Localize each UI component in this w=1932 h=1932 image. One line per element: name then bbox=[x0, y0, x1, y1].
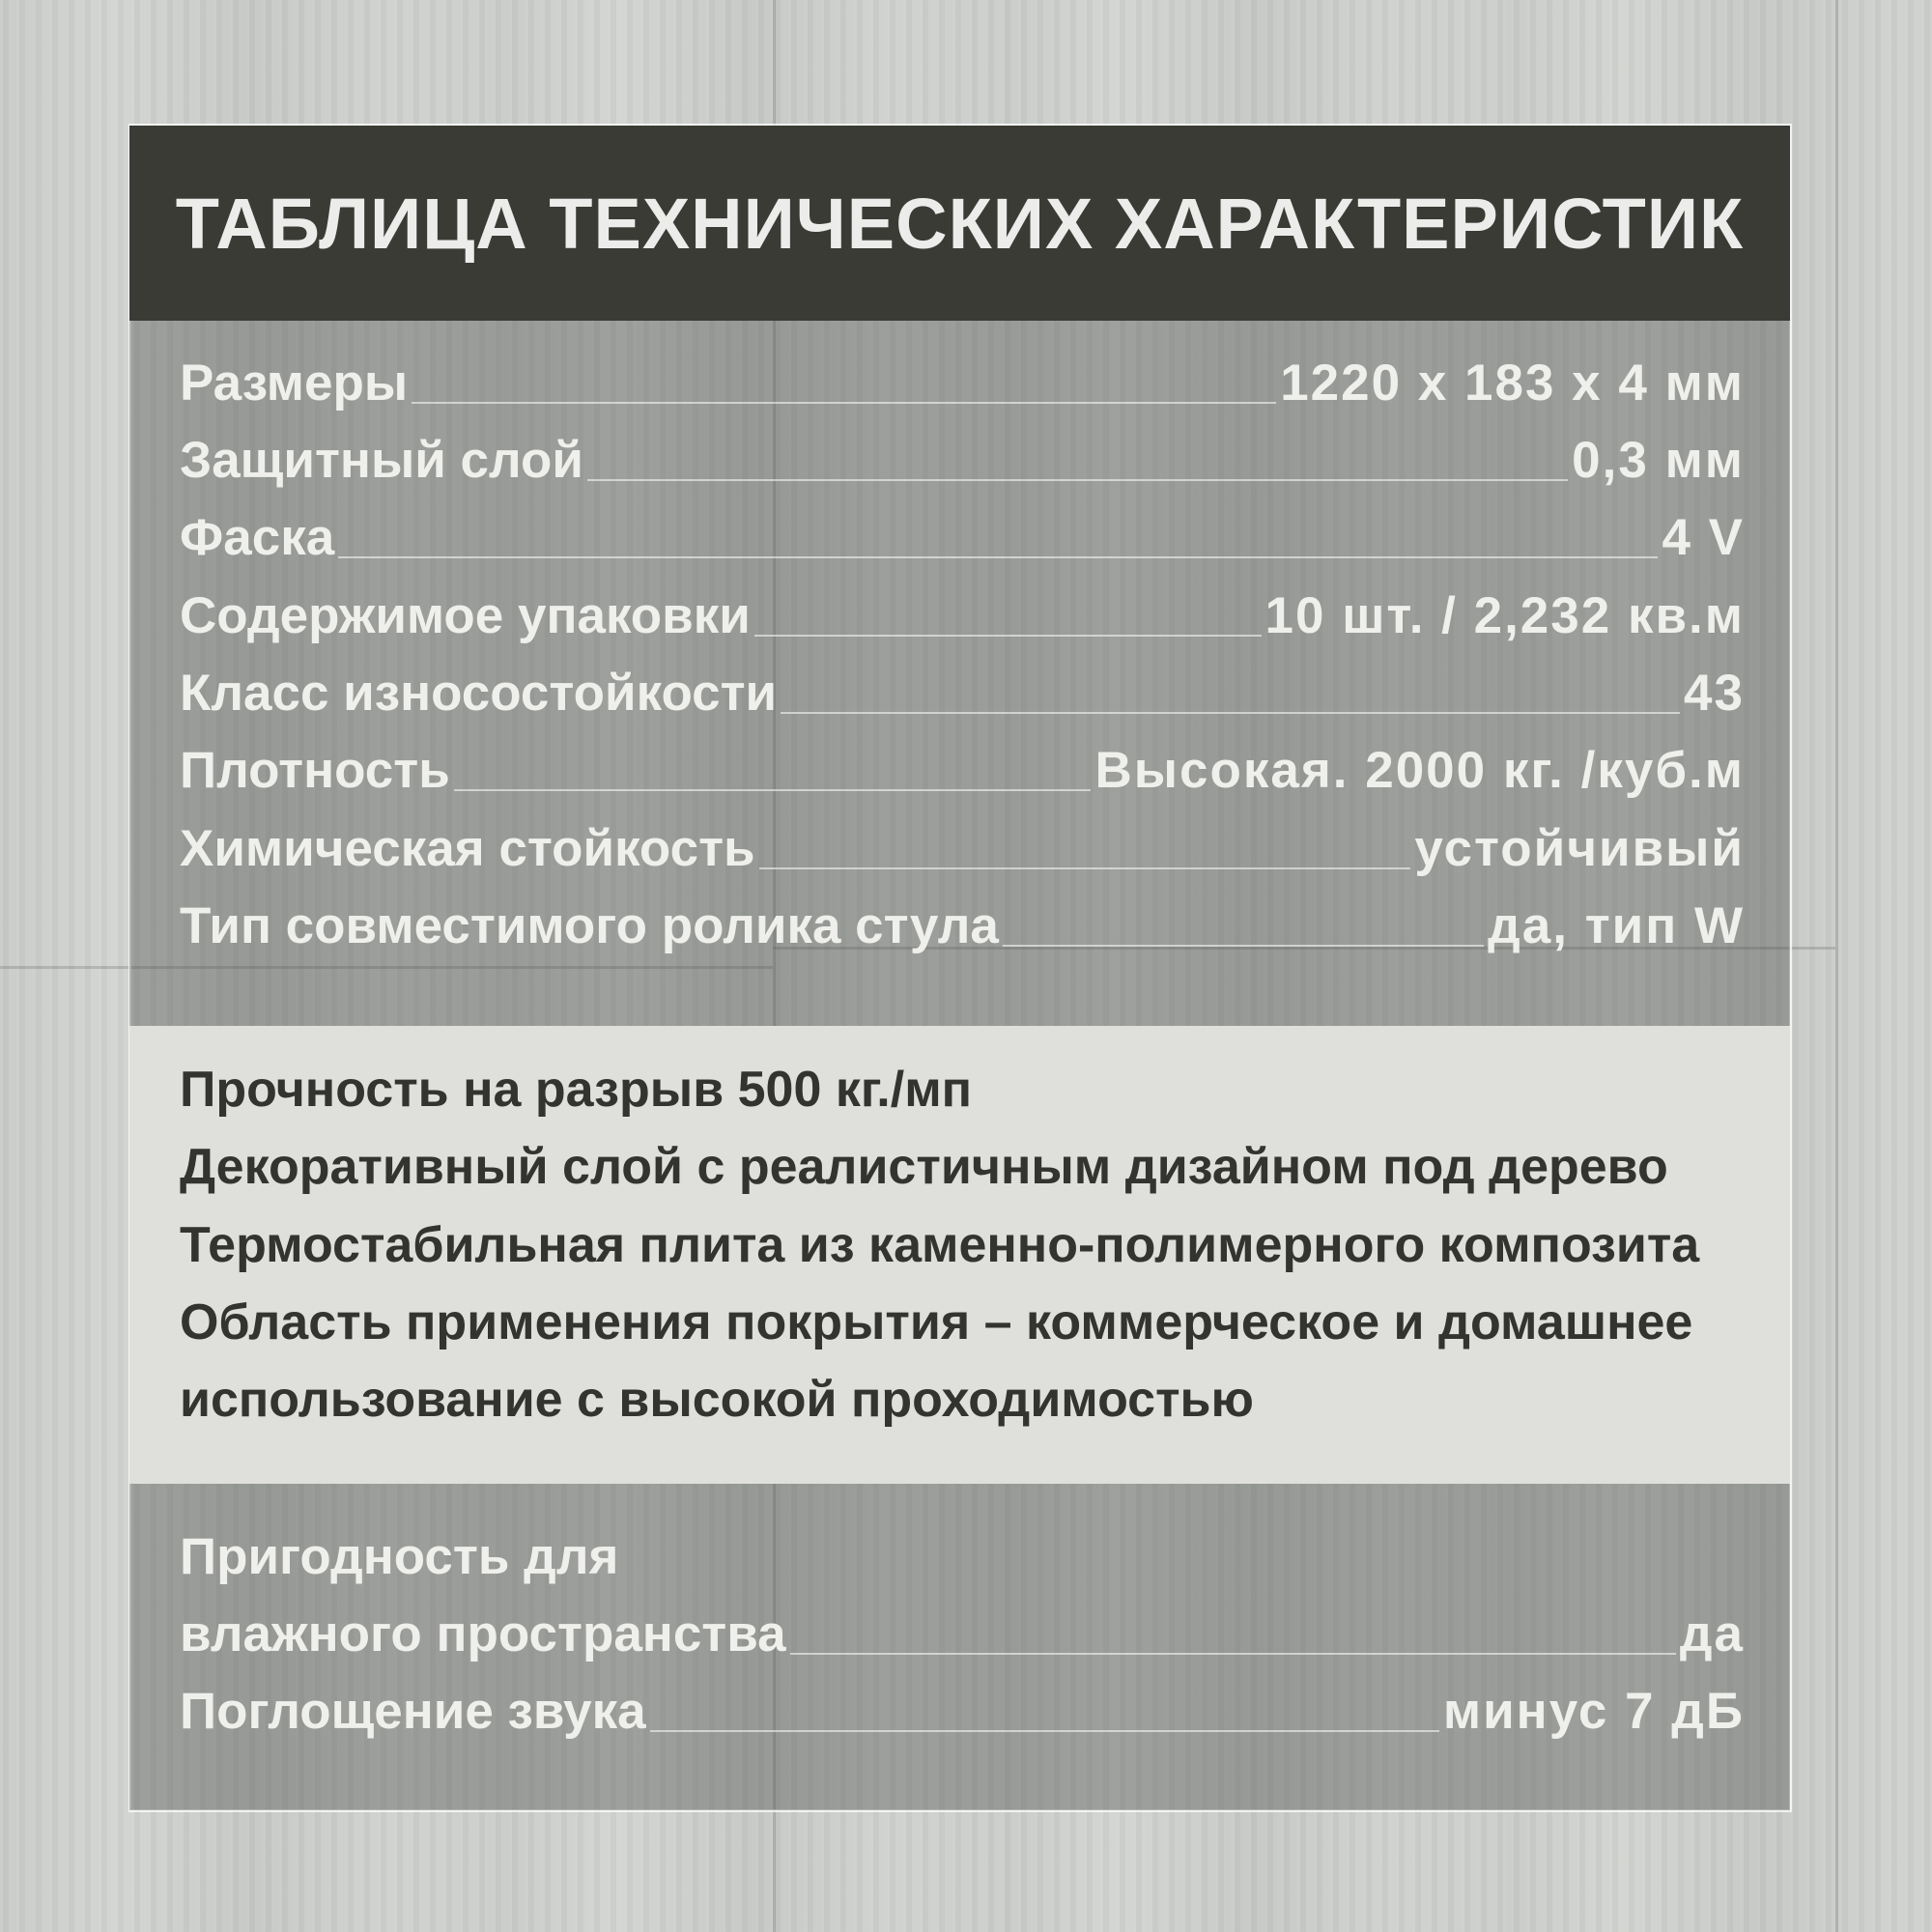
leader-line bbox=[338, 556, 1658, 558]
spec-value: минус 7 дБ bbox=[1442, 1683, 1745, 1740]
leader-line bbox=[650, 1730, 1439, 1732]
spec-row-moisture bbox=[180, 1601, 1745, 1668]
spec-value: 1220 x 183 x 4 мм bbox=[1280, 355, 1745, 412]
leader-line bbox=[781, 712, 1680, 714]
spec-label: Тип совместимого ролика стула bbox=[180, 897, 999, 954]
spec-label: Поглощение звука bbox=[180, 1683, 646, 1740]
spec-row-chemical bbox=[180, 815, 1745, 883]
spec-value: да, тип W bbox=[1488, 897, 1745, 954]
feature-item: Прочность на разрыв 500 кг./мп bbox=[180, 1062, 973, 1118]
spec-label: Плотность bbox=[180, 742, 450, 799]
spec-row-density bbox=[180, 737, 1745, 805]
spec-row-package bbox=[180, 582, 1745, 650]
spec-label: Содержимое упаковки bbox=[180, 587, 751, 644]
spec-label: Размеры bbox=[180, 355, 409, 412]
spec-label: Класс износостойкости bbox=[180, 665, 778, 722]
spec-row-sound bbox=[180, 1678, 1745, 1746]
spec-value: 10 шт. / 2,232 кв.м bbox=[1264, 587, 1745, 644]
title-bar bbox=[129, 126, 1790, 321]
leader-line bbox=[754, 635, 1262, 637]
spec-value: Высокая. 2000 кг. /куб.м bbox=[1094, 742, 1745, 799]
spec-value: да bbox=[1679, 1605, 1745, 1662]
leader-line bbox=[587, 479, 1568, 481]
feature-item: Термостабильная плита из каменно-полимерного композита bbox=[180, 1217, 1700, 1273]
spec-label: Фаска bbox=[180, 509, 335, 566]
spec-row-size bbox=[180, 350, 1745, 417]
spec-value: 43 bbox=[1684, 665, 1745, 722]
spec-label: влажного пространства bbox=[180, 1605, 786, 1662]
spec-row-wear-class bbox=[180, 660, 1745, 727]
spec-row-wear-layer bbox=[180, 427, 1745, 495]
leader-line bbox=[790, 1653, 1676, 1655]
spec-row-bevel bbox=[180, 504, 1745, 572]
leader-line bbox=[454, 789, 1092, 791]
spec-label: Химическая стойкость bbox=[180, 820, 755, 877]
spec-value: устойчивый bbox=[1414, 820, 1745, 877]
leader-line bbox=[412, 402, 1276, 404]
spec-value: 4 V bbox=[1662, 509, 1745, 566]
feature-item: использование с высокой проходимостью bbox=[180, 1372, 1254, 1428]
floor-seam bbox=[1835, 0, 1838, 1932]
spec-value: 0,3 мм bbox=[1572, 432, 1745, 489]
feature-item: Декоративный слой с реалистичным дизайном под дерево bbox=[180, 1139, 1668, 1195]
spec-label: Пригодность для bbox=[180, 1528, 619, 1585]
page-title: ТАБЛИЦА ТЕХНИЧЕСКИХ ХАРАКТЕРИСТИК bbox=[175, 183, 1745, 264]
leader-line bbox=[759, 867, 1411, 869]
leader-line bbox=[1003, 945, 1484, 947]
feature-item: Область применения покрытия – коммерческое и домашнее bbox=[180, 1294, 1693, 1350]
spec-row-chair-caster bbox=[180, 893, 1745, 960]
spec-label: Защитный слой bbox=[180, 432, 583, 489]
